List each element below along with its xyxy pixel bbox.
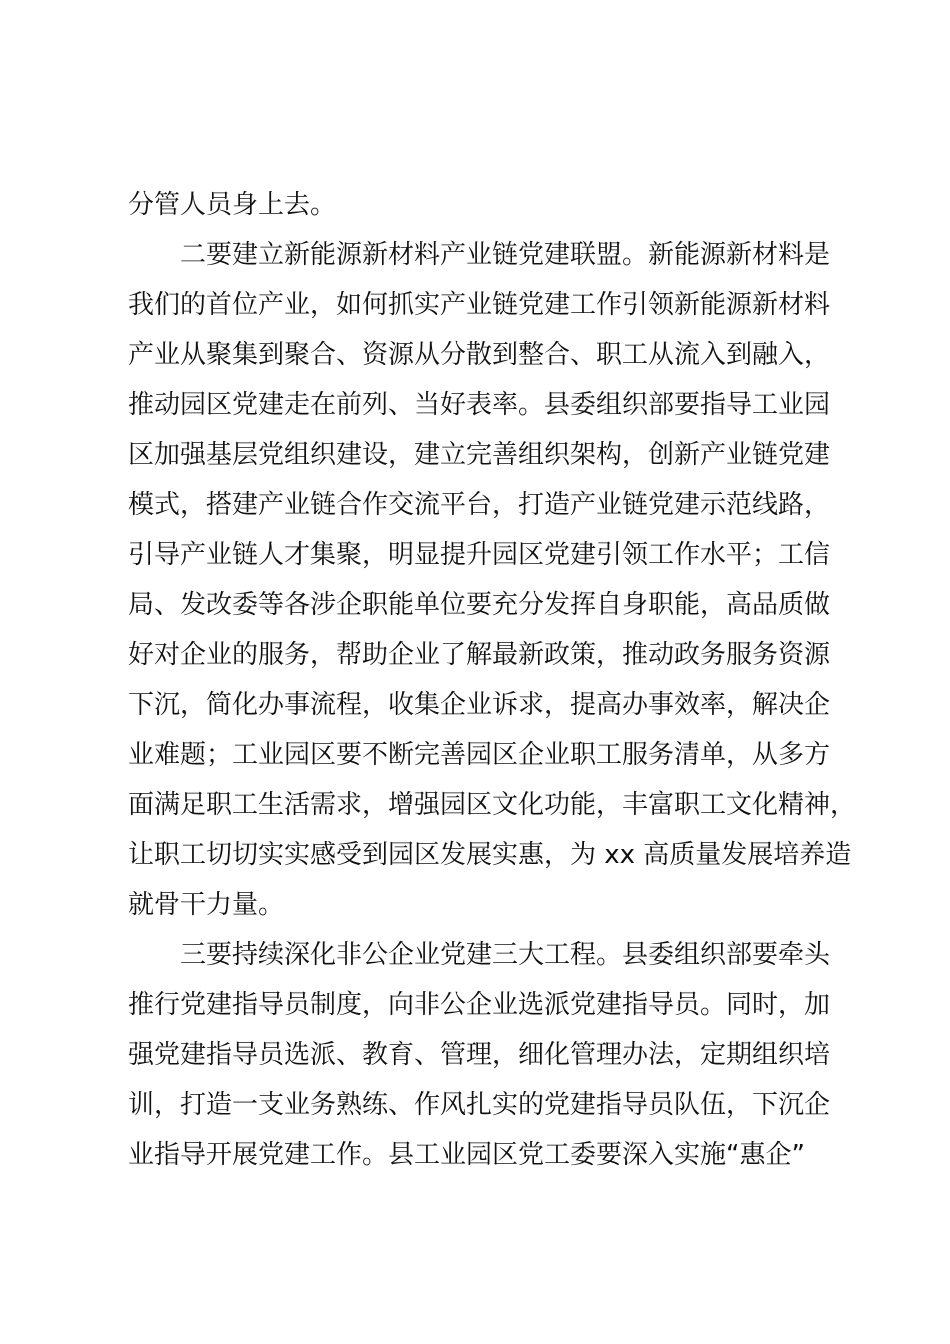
text-line: 区加强基层党组织建设，建立完善组织架构，创新产业链党建 <box>128 440 831 470</box>
text-line: 就骨干力量。 <box>128 890 285 920</box>
text-line: 强党建指导员选派、教育、管理，细化管理办法，定期组织培 <box>128 1040 831 1070</box>
text-line: 推行党建指导员制度，向非公企业选派党建指导员。同时，加 <box>128 990 831 1020</box>
text-line: 让职工切切实实感受到园区发展实惠，为 xx 高质量发展培养造 <box>128 840 852 870</box>
text-line: 我们的首位产业，如何抓实产业链党建工作引领新能源新材料 <box>128 290 831 320</box>
paragraph-3-first-line: 三要持续深化非公企业党建三大工程。县委组织部要牵头 <box>180 940 831 970</box>
text-line: 业指导开展党建工作。县工业园区党工委要深入实施“惠企” <box>128 1140 805 1170</box>
text-line: 局、发改委等各涉企职能单位要充分发挥自身职能，高品质做 <box>128 590 831 620</box>
text-line: 推动园区党建走在前列、当好表率。县委组织部要指导工业园 <box>128 390 831 420</box>
text-line: 业难题；工业园区要不断完善园区企业职工服务清单，从多方 <box>128 740 831 770</box>
paragraph-2-first-line: 二要建立新能源新材料产业链党建联盟。新能源新材料是 <box>180 240 831 270</box>
text-line: 引导产业链人才集聚，明显提升园区党建引领工作水平；工信 <box>128 540 831 570</box>
text-line: 分管人员身上去。 <box>128 190 337 220</box>
text-line: 模式，搭建产业链合作交流平台，打造产业链党建示范线路， <box>128 490 831 520</box>
text-line: 训，打造一支业务熟练、作风扎实的党建指导员队伍，下沉企 <box>128 1090 831 1120</box>
text-line: 产业从聚集到聚合、资源从分散到整合、职工从流入到融入， <box>128 340 831 370</box>
text-line: 好对企业的服务，帮助企业了解最新政策，推动政务服务资源 <box>128 640 831 670</box>
text-line: 下沉，简化办事流程，收集企业诉求，提高办事效率，解决企 <box>128 690 831 720</box>
text-line: 面满足职工生活需求，增强园区文化功能，丰富职工文化精神， <box>128 790 857 820</box>
